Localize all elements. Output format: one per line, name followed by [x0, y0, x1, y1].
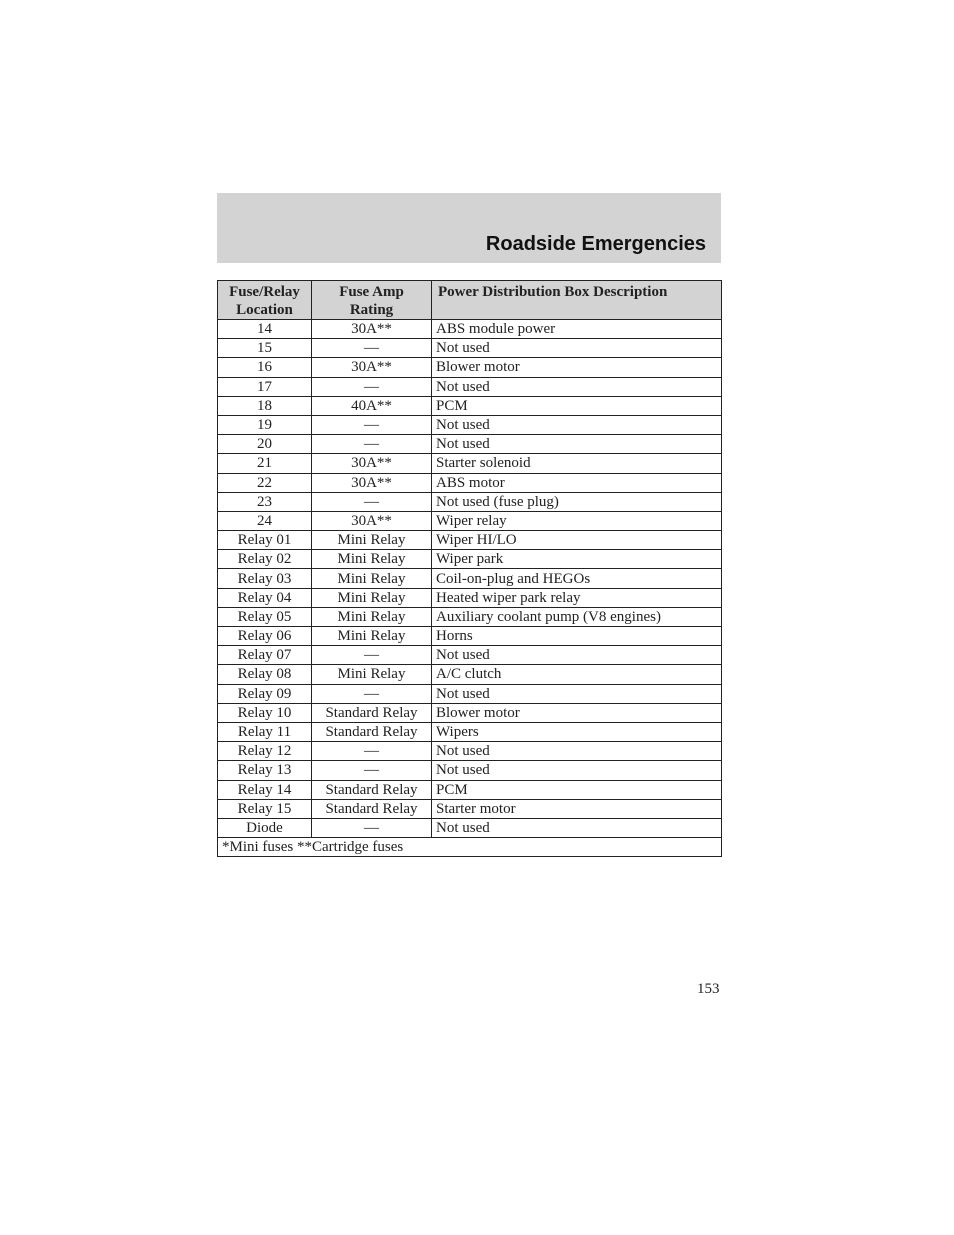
location-cell: Relay 06 — [218, 627, 312, 646]
table-row — [218, 531, 722, 550]
location-cell: 18 — [218, 396, 312, 415]
column-header-location: Fuse/Relay Location — [218, 281, 312, 320]
table-row — [218, 607, 722, 626]
location-cell: 15 — [218, 339, 312, 358]
location-cell: Relay 05 — [218, 607, 312, 626]
location-cell: 17 — [218, 377, 312, 396]
table-row — [218, 780, 722, 799]
column-header-description: Power Distribution Box Description — [432, 281, 722, 320]
section-title: Roadside Emergencies — [485, 233, 706, 255]
table-row — [218, 320, 722, 339]
table-footnote: *Mini fuses **Cartridge fuses — [218, 838, 722, 857]
description-cell: Wiper relay — [432, 511, 722, 530]
location-cell: Relay 13 — [218, 761, 312, 780]
description-cell: Not used — [432, 818, 722, 837]
table-row — [218, 492, 722, 511]
description-cell: Blower motor — [432, 703, 722, 722]
header-row — [218, 281, 722, 320]
amp-rating-cell: — — [312, 818, 432, 837]
description-cell: Wiper HI/LO — [432, 531, 722, 550]
location-cell: 23 — [218, 492, 312, 511]
description-cell: Heated wiper park relay — [432, 588, 722, 607]
location-cell: 22 — [218, 473, 312, 492]
location-cell: Relay 08 — [218, 665, 312, 684]
table-row — [218, 569, 722, 588]
location-cell: Relay 15 — [218, 799, 312, 818]
amp-rating-cell: — — [312, 646, 432, 665]
description-cell: Auxiliary coolant pump (V8 engines) — [432, 607, 722, 626]
description-cell: Starter solenoid — [432, 454, 722, 473]
amp-rating-cell: Mini Relay — [312, 665, 432, 684]
table-row — [218, 761, 722, 780]
location-cell: Relay 12 — [218, 742, 312, 761]
amp-rating-cell: — — [312, 435, 432, 454]
amp-rating-cell: 40A** — [312, 396, 432, 415]
amp-rating-cell: Mini Relay — [312, 588, 432, 607]
table-row — [218, 684, 722, 703]
amp-rating-cell: — — [312, 415, 432, 434]
location-cell: 19 — [218, 415, 312, 434]
description-cell: Not used — [432, 646, 722, 665]
amp-rating-cell: Mini Relay — [312, 550, 432, 569]
description-cell: ABS motor — [432, 473, 722, 492]
amp-rating-cell: Standard Relay — [312, 703, 432, 722]
description-cell: PCM — [432, 396, 722, 415]
amp-rating-cell: Mini Relay — [312, 627, 432, 646]
location-cell: Relay 11 — [218, 722, 312, 741]
table-row — [218, 339, 722, 358]
amp-rating-cell: — — [312, 761, 432, 780]
description-cell: Not used (fuse plug) — [432, 492, 722, 511]
fuse-relay-table — [217, 280, 722, 857]
table-row — [218, 396, 722, 415]
section-header — [217, 193, 721, 263]
location-cell: Relay 03 — [218, 569, 312, 588]
amp-rating-cell: Standard Relay — [312, 722, 432, 741]
amp-rating-cell: 30A** — [312, 320, 432, 339]
amp-rating-cell: Mini Relay — [312, 569, 432, 588]
table-row — [218, 358, 722, 377]
description-cell: Not used — [432, 742, 722, 761]
amp-rating-cell: — — [312, 684, 432, 703]
description-cell: Not used — [432, 684, 722, 703]
description-cell: Not used — [432, 415, 722, 434]
amp-rating-cell: 30A** — [312, 473, 432, 492]
table-row — [218, 818, 722, 837]
amp-rating-cell: Standard Relay — [312, 780, 432, 799]
table-row — [218, 703, 722, 722]
location-cell: 20 — [218, 435, 312, 454]
amp-rating-cell: 30A** — [312, 358, 432, 377]
location-cell: 16 — [218, 358, 312, 377]
amp-rating-cell: Mini Relay — [312, 607, 432, 626]
description-cell: Blower motor — [432, 358, 722, 377]
amp-rating-cell: Mini Relay — [312, 531, 432, 550]
location-cell: 21 — [218, 454, 312, 473]
amp-rating-cell: 30A** — [312, 454, 432, 473]
table-row — [218, 646, 722, 665]
table-row — [218, 742, 722, 761]
location-cell: 14 — [218, 320, 312, 339]
amp-rating-cell: — — [312, 492, 432, 511]
table-row — [218, 627, 722, 646]
description-cell: Not used — [432, 339, 722, 358]
location-cell: Relay 07 — [218, 646, 312, 665]
column-header-amp-rating: Fuse Amp Rating — [312, 281, 432, 320]
description-cell: Not used — [432, 377, 722, 396]
table-header — [218, 281, 722, 320]
table-body — [218, 320, 722, 838]
description-cell: Horns — [432, 627, 722, 646]
table-footer — [218, 838, 722, 857]
amp-rating-cell: — — [312, 742, 432, 761]
table-row — [218, 473, 722, 492]
table-row — [218, 799, 722, 818]
amp-rating-cell: 30A** — [312, 511, 432, 530]
description-cell: Coil-on-plug and HEGOs — [432, 569, 722, 588]
table-row — [218, 665, 722, 684]
description-cell: PCM — [432, 780, 722, 799]
location-cell: Diode — [218, 818, 312, 837]
amp-rating-cell: — — [312, 339, 432, 358]
description-cell: Wiper park — [432, 550, 722, 569]
amp-rating-cell: — — [312, 377, 432, 396]
location-cell: 24 — [218, 511, 312, 530]
table-row — [218, 588, 722, 607]
table-row — [218, 415, 722, 434]
description-cell: Not used — [432, 761, 722, 780]
table-row — [218, 550, 722, 569]
table-row — [218, 722, 722, 741]
location-cell: Relay 02 — [218, 550, 312, 569]
description-cell: Starter motor — [432, 799, 722, 818]
location-cell: Relay 09 — [218, 684, 312, 703]
location-cell: Relay 14 — [218, 780, 312, 799]
table-row — [218, 377, 722, 396]
description-cell: A/C clutch — [432, 665, 722, 684]
description-cell: ABS module power — [432, 320, 722, 339]
page-number: 153 — [697, 981, 720, 997]
location-cell: Relay 10 — [218, 703, 312, 722]
table-row — [218, 511, 722, 530]
description-cell: Wipers — [432, 722, 722, 741]
table-row — [218, 435, 722, 454]
table-row — [218, 454, 722, 473]
location-cell: Relay 04 — [218, 588, 312, 607]
location-cell: Relay 01 — [218, 531, 312, 550]
amp-rating-cell: Standard Relay — [312, 799, 432, 818]
description-cell: Not used — [432, 435, 722, 454]
footnote-row — [218, 838, 722, 857]
